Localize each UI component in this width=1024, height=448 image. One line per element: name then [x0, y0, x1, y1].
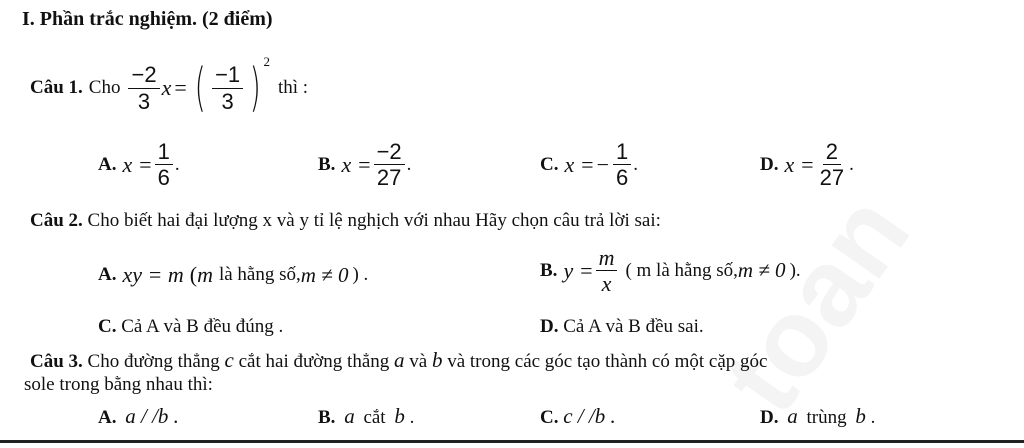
fraction-denominator: 3	[137, 88, 151, 114]
fraction-denominator: x	[601, 271, 612, 297]
question-3-text: Cho đường thẳng	[87, 351, 220, 372]
right-paren: )	[249, 58, 261, 118]
option-fraction	[374, 140, 405, 189]
option-label: A.	[98, 153, 117, 175]
question-2-option-d[interactable]	[540, 316, 704, 338]
option-label: C.	[540, 407, 559, 428]
option-lhs: x =	[564, 151, 595, 177]
option-text: Cả A và B đều sai.	[563, 316, 704, 337]
question-3-option-c[interactable]	[540, 404, 616, 429]
question-3-option-d[interactable]	[760, 404, 875, 429]
option-text: cắt	[363, 407, 386, 428]
option-math: c / /b .	[563, 404, 616, 428]
variable-a: a	[344, 404, 355, 428]
question-1-intro: Cho	[88, 77, 121, 98]
option-end: ) .	[352, 264, 369, 285]
question-1-rhs-fraction	[212, 63, 243, 112]
fraction-numerator: m	[596, 246, 618, 271]
option-text: Cả A và B đều đúng .	[121, 316, 284, 337]
variable-c: c	[224, 348, 234, 372]
question-3	[30, 348, 767, 373]
option-fraction	[155, 140, 173, 189]
question-2	[30, 210, 661, 232]
question-3-option-b[interactable]	[318, 404, 414, 429]
fraction-denominator: 27	[819, 165, 845, 191]
option-label: B.	[318, 407, 336, 428]
fraction-denominator: 6	[616, 165, 629, 191]
option-lhs: x =	[784, 151, 815, 177]
option-condition: m ≠ 0	[300, 262, 349, 287]
minus-sign: −	[596, 151, 610, 177]
question-2-option-a[interactable]	[98, 262, 368, 288]
fraction-numerator: 1	[155, 140, 173, 165]
variable-x: x	[161, 75, 172, 100]
question-2-text: Cho biết hai đại lượng x và y tỉ lệ nghịch với nhau Hãy chọn câu trả lời sai:	[87, 210, 661, 231]
fraction-numerator: 2	[823, 140, 841, 165]
question-3-text: và trong các góc tạo thành có một cặp góc	[447, 351, 768, 372]
exponent: 2	[263, 54, 270, 69]
variable-a: a	[394, 348, 405, 372]
option-condition: m ≠ 0	[737, 258, 786, 283]
question-2-label: Câu 2.	[30, 210, 83, 231]
option-label: D.	[760, 153, 779, 175]
option-lhs: x =	[341, 151, 372, 177]
question-3-option-a[interactable]	[98, 404, 179, 429]
option-end: .	[406, 153, 412, 175]
question-1-option-c[interactable]	[540, 140, 638, 189]
option-fraction	[596, 246, 618, 295]
question-1-tail: thì :	[277, 77, 309, 98]
option-lhs: x =	[122, 151, 153, 177]
question-1-label: Câu 1.	[30, 77, 83, 98]
option-label: B.	[540, 259, 558, 281]
question-1	[30, 54, 309, 118]
option-end: .	[409, 407, 415, 428]
variable-b: b	[394, 404, 405, 428]
question-3-text: và	[409, 351, 428, 372]
option-text: trùng	[806, 407, 847, 428]
section-title: I. Phần trắc nghiệm. (2 điểm)	[22, 8, 273, 30]
fraction-denominator: 3	[221, 88, 234, 114]
question-1-option-d[interactable]	[760, 140, 854, 189]
variable-b: b	[431, 348, 443, 372]
option-label: C.	[540, 153, 559, 175]
option-end: .	[174, 153, 180, 175]
option-label: B.	[318, 153, 336, 175]
left-paren: (	[194, 58, 206, 118]
option-text: là hằng số,	[218, 264, 301, 285]
fraction-numerator: −1	[212, 63, 243, 88]
bottom-divider	[0, 440, 1024, 443]
equals-sign: =	[174, 75, 187, 100]
fraction-denominator: 27	[376, 165, 402, 191]
question-2-option-b[interactable]	[540, 246, 801, 295]
question-3-text: cắt hai đường thẳng	[238, 351, 390, 372]
option-fraction	[817, 140, 847, 189]
option-end: ).	[789, 259, 801, 281]
question-3-label: Câu 3.	[30, 351, 83, 372]
question-3-line-2: sole trong bằng nhau thì:	[24, 374, 213, 395]
option-text: ( m là hằng số,	[625, 259, 738, 281]
question-1-option-b[interactable]	[318, 140, 411, 189]
option-lhs: y =	[563, 257, 594, 283]
option-end: .	[633, 153, 639, 175]
option-end: .	[849, 153, 854, 175]
fraction-numerator: 1	[613, 140, 631, 165]
question-1-lhs-fraction	[128, 63, 159, 112]
fraction-denominator: 6	[157, 165, 170, 191]
option-label: A.	[98, 264, 117, 285]
option-label: C.	[98, 316, 117, 337]
option-end: .	[870, 407, 876, 428]
paren-open: (	[189, 262, 198, 287]
variable-m: m	[197, 262, 213, 287]
variable-b: b	[855, 404, 866, 428]
variable-a: a	[787, 404, 798, 428]
option-label: A.	[98, 407, 117, 428]
question-2-option-c[interactable]	[98, 316, 283, 338]
option-math: a / /b .	[125, 404, 179, 428]
option-math: xy = m	[122, 262, 184, 287]
fraction-numerator: −2	[374, 140, 405, 165]
fraction-numerator: −2	[128, 63, 159, 88]
option-label: D.	[760, 407, 779, 428]
watermark	[697, 172, 934, 435]
option-fraction	[613, 140, 631, 189]
question-1-option-a[interactable]	[98, 140, 180, 189]
option-label: D.	[540, 316, 559, 337]
